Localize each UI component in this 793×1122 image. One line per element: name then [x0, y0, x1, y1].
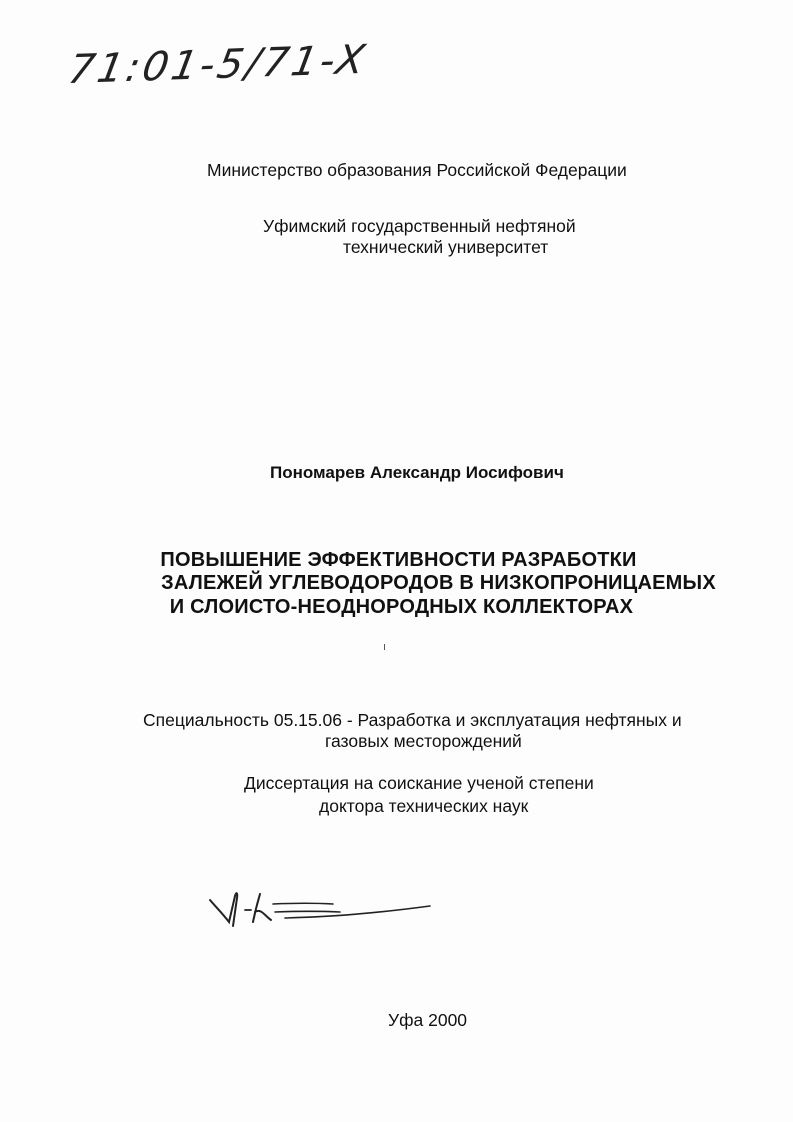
university-name-line2: технический университет	[343, 237, 549, 257]
specialty-line1: Специальность 05.15.06 - Разработка и эксплуатация нефтяных и	[143, 710, 682, 730]
dissertation-title-line2: ЗАЛЕЖЕЙ УГЛЕВОДОРОДОВ В НИЗКОПРОНИЦАЕМЫХ	[161, 572, 716, 594]
scan-speck	[384, 644, 385, 650]
city-and-year: Уфа 2000	[388, 1010, 468, 1030]
university-name-line1: Уфимский государственный нефтяной	[263, 216, 576, 236]
dissertation-title-line1: ПОВЫШЕНИЕ ЭФФЕКТИВНОСТИ РАЗРАБОТКИ	[160, 549, 637, 571]
author-name: Пономарев Александр Иосифович	[270, 463, 564, 482]
archive-code-handwritten: 71:01-5/71-X	[64, 36, 372, 94]
specialty-line2: газовых месторождений	[325, 731, 522, 751]
degree-line1: Диссертация на соискание ученой степени	[244, 773, 594, 793]
signature-image	[205, 882, 435, 932]
dissertation-title-line3: И СЛОИСТО-НЕОДНОРОДНЫХ КОЛЛЕКТОРАХ	[169, 596, 634, 618]
ministry-name: Министерство образования Российской Федерации	[207, 160, 627, 180]
degree-line2: доктора технических наук	[319, 796, 529, 816]
